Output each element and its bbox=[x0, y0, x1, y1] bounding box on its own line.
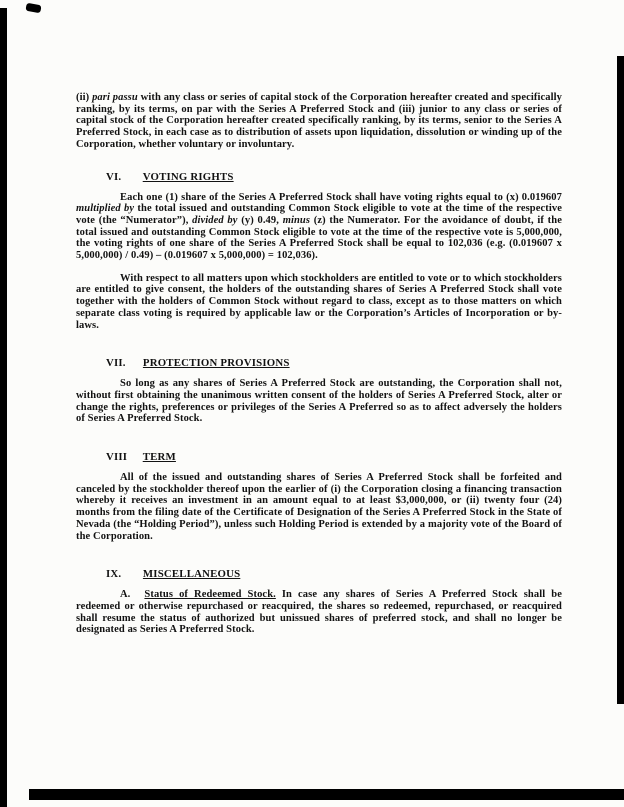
continuation-paragraph: (ii) pari passu with any class or series of capital stock of the Corporation hereafter created and specifically ranking, by its terms, on par with the Series A Preferred Stock and (iii) junior to any class or series of capital stock of the Corporation hereafter created specifically ranking, by its terms, senior to the Series A Preferred Stock, in each case as to distribution of assets upon liquidation, dissolution or winding up of the Corporation, whether voluntary or involuntary. bbox=[76, 92, 563, 150]
section-title: PROTECTION PROVISIONS bbox=[142, 357, 290, 370]
subsection-label: A. bbox=[120, 589, 131, 601]
scan-artifact-bottom-edge bbox=[29, 789, 624, 800]
term-paragraph: All of the issued and outstanding shares of Series A Preferred Stock shall be forfeited and canceled by the stockholder thereof upon the earlier of (i) the Corporation closing a financing transaction whereby it receives an investment in an amount equal to at least $3,000,000, or (ii) twenty four (24) months from the filing date of the Certificate of Designation of the Series A Preferred Stock in the State of Nevada (the “Holding Period”), unless such Holding Period is extended by a majority vote of the Board of the Corporation. bbox=[76, 472, 562, 542]
voting-rights-paragraph-2: With respect to all matters upon which stockholders are entitled to vote or to which stockholders are entitled to give consent, the holders of the outstanding shares of Series A Preferred Stock shall vote together with the holders of Common Stock without regard to class, except as to those matters on which separate class voting is required by applicable law or the Corporation’s Articles of Incorporation or by-laws. bbox=[76, 272, 562, 331]
section-number: IX. bbox=[106, 568, 122, 581]
voting-rights-paragraph-1: Each one (1) share of the Series A Preferred Stock shall have voting rights equal to (x) 0.019607 multiplied by the total issued and outstanding Common Stock eligible to vote at the time of the respective vote (the “Numerator”), divided by (y) 0.49, minus (z) the Numerator. For the avoidance of doubt, if the total issued and outstanding Common Stock eligible to vote at the time of the respective vote is 5,000,000, the voting rights of one share of the Series A Preferred Stock shall be equal to 102,036 (e.g. (0.019607 x 5,000,000) / 0.49) – (0.019607 x 5,000,000) = 102,036). bbox=[76, 191, 562, 262]
scan-artifact-right-edge bbox=[617, 56, 624, 704]
section-title: VOTING RIGHTS bbox=[142, 170, 234, 183]
scan-artifact-left-edge bbox=[0, 8, 7, 807]
section-heading-voting-rights bbox=[106, 171, 562, 183]
section-title: TERM bbox=[142, 451, 176, 464]
protection-provisions-paragraph: So long as any shares of Series A Preferred Stock are outstanding, the Corporation shall not, without first obtaining the unanimous written consent of the holders of Series A Preferred Stock, alter or change the rights, preferences or privileges of the Series A Preferred so as to affect adversely the holders of Series A Preferred Stock. bbox=[76, 378, 562, 425]
section-number: VIII bbox=[106, 451, 128, 464]
subsection-title: Status of Redeemed Stock. bbox=[144, 589, 276, 601]
miscellaneous-subsection-a bbox=[76, 589, 562, 636]
section-heading-term bbox=[106, 451, 562, 463]
scan-artifact-top-left-mark bbox=[25, 3, 41, 13]
section-number: VII. bbox=[106, 357, 126, 370]
section-heading-miscellaneous bbox=[106, 568, 562, 580]
document-content bbox=[76, 92, 562, 647]
subsection-text: In case any shares of Series A Preferred Stock shall be redeemed or otherwise repurchased or reacquired, the shares so redeemed, repurchased, or reacquired shall resume the status of authorized but unissued shares of preferred stock, and shall no longer be designated as Series A Preferred Stock. bbox=[76, 589, 562, 636]
section-number: VI. bbox=[106, 170, 122, 183]
section-heading-protection-provisions bbox=[106, 357, 562, 369]
section-title: MISCELLANEOUS bbox=[142, 568, 241, 581]
